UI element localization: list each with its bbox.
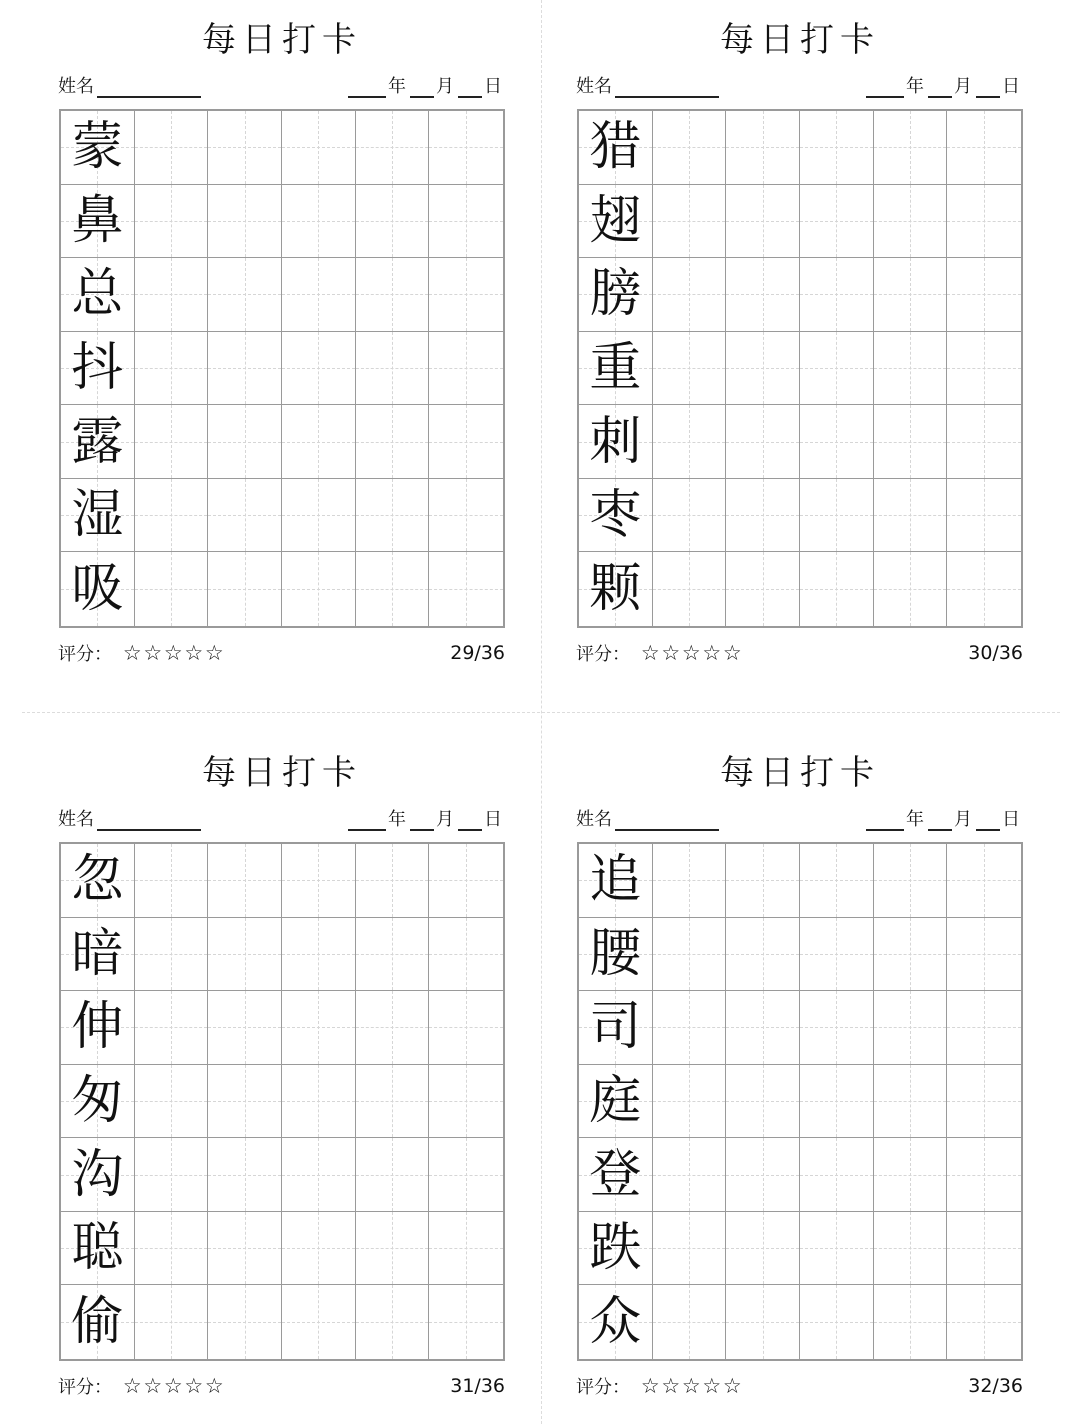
model-character: 膀 (589, 264, 642, 325)
practice-cell (135, 111, 209, 185)
name-row (576, 807, 719, 831)
practice-cell (726, 1138, 800, 1212)
practice-cell (356, 1138, 430, 1212)
practice-cell (947, 111, 1021, 185)
practice-cell (874, 1212, 948, 1286)
practice-cell (800, 552, 874, 626)
practice-cell (135, 1285, 209, 1359)
month-blank (410, 813, 434, 831)
star-icon: ☆ (640, 641, 660, 665)
practice-cell (947, 1065, 1021, 1139)
practice-cell (429, 918, 503, 992)
worksheet-bottom-left (0, 733, 540, 1413)
year-blank (866, 813, 904, 831)
practice-cell (429, 185, 503, 259)
model-character-cell (61, 918, 135, 992)
model-character-cell (579, 111, 653, 185)
practice-cell (947, 1138, 1021, 1212)
model-character-cell (61, 552, 135, 626)
model-character: 追 (589, 850, 642, 911)
practice-cell (429, 479, 503, 553)
model-character: 蒙 (71, 117, 124, 178)
page-number: 31/36 (450, 1375, 505, 1397)
page-number: 29/36 (450, 642, 505, 664)
name-blank (615, 80, 719, 98)
practice-cell (800, 1285, 874, 1359)
model-character: 众 (589, 1292, 642, 1353)
practice-cell (356, 479, 430, 553)
name-blank (97, 80, 201, 98)
model-character-cell (579, 1212, 653, 1286)
star-icon: ☆ (661, 641, 681, 665)
practice-cell (208, 918, 282, 992)
practice-cell (800, 844, 874, 918)
practice-cell (947, 552, 1021, 626)
practice-cell (653, 991, 727, 1065)
practice-cell (282, 1138, 356, 1212)
model-character: 沟 (71, 1144, 124, 1205)
practice-cell (874, 111, 948, 185)
star-icon: ☆ (640, 1374, 660, 1398)
practice-cell (208, 1285, 282, 1359)
model-character: 偷 (71, 1292, 124, 1353)
month-blank (410, 80, 434, 98)
practice-cell (356, 1065, 430, 1139)
model-character-cell (61, 111, 135, 185)
practice-cell (947, 991, 1021, 1065)
model-character-cell (579, 991, 653, 1065)
practice-grid (59, 109, 505, 628)
model-character-cell (579, 258, 653, 332)
practice-cell (356, 258, 430, 332)
practice-cell (135, 1065, 209, 1139)
practice-cell (726, 991, 800, 1065)
practice-cell (726, 918, 800, 992)
star-icon: ☆ (143, 641, 163, 665)
practice-cell (874, 332, 948, 406)
worksheet-top-right (518, 0, 1058, 680)
practice-cell (653, 1138, 727, 1212)
worksheet-title: 每日打卡 (720, 753, 880, 793)
practice-grid (577, 842, 1023, 1361)
score-row (576, 641, 743, 665)
star-rating (122, 641, 225, 665)
practice-cell (800, 1138, 874, 1212)
model-character: 跌 (589, 1218, 642, 1279)
day-blank (976, 813, 1000, 831)
model-character: 枣 (589, 485, 642, 546)
practice-cell (653, 1212, 727, 1286)
day-label: 日 (1002, 76, 1020, 97)
star-icon: ☆ (702, 641, 722, 665)
practice-cell (726, 844, 800, 918)
practice-cell (726, 258, 800, 332)
practice-cell (429, 332, 503, 406)
year-label: 年 (388, 809, 406, 830)
practice-cell (356, 1285, 430, 1359)
star-rating (122, 1374, 225, 1398)
practice-cell (356, 1212, 430, 1286)
score-label: 评分： (576, 644, 630, 665)
practice-cell (135, 844, 209, 918)
practice-cell (874, 1138, 948, 1212)
page-number: 30/36 (968, 642, 1023, 664)
model-character: 伸 (71, 997, 124, 1058)
practice-cell (874, 1065, 948, 1139)
practice-cell (653, 405, 727, 479)
star-icon: ☆ (681, 1374, 701, 1398)
practice-cell (726, 405, 800, 479)
practice-cell (429, 258, 503, 332)
model-character-cell (579, 479, 653, 553)
model-character: 鼻 (71, 190, 124, 251)
star-icon: ☆ (661, 1374, 681, 1398)
year-label: 年 (388, 76, 406, 97)
star-icon: ☆ (163, 641, 183, 665)
practice-cell (653, 258, 727, 332)
practice-cell (800, 1212, 874, 1286)
practice-cell (726, 479, 800, 553)
model-character: 匆 (71, 1070, 124, 1131)
model-character: 总 (71, 264, 124, 325)
practice-cell (208, 1138, 282, 1212)
worksheet-title: 每日打卡 (202, 20, 362, 60)
year-blank (348, 813, 386, 831)
month-label: 月 (436, 809, 454, 830)
worksheet-title: 每日打卡 (720, 20, 880, 60)
model-character: 重 (589, 337, 642, 398)
practice-cell (429, 1138, 503, 1212)
model-character: 猎 (589, 117, 642, 178)
practice-cell (726, 1212, 800, 1286)
practice-cell (429, 1285, 503, 1359)
star-icon: ☆ (702, 1374, 722, 1398)
model-character-cell (61, 1138, 135, 1212)
practice-cell (653, 1285, 727, 1359)
month-blank (928, 813, 952, 831)
model-character-cell (61, 479, 135, 553)
practice-cell (726, 185, 800, 259)
model-character-cell (61, 332, 135, 406)
month-label: 月 (954, 809, 972, 830)
practice-cell (282, 332, 356, 406)
practice-cell (208, 111, 282, 185)
star-icon: ☆ (122, 1374, 142, 1398)
practice-cell (282, 1065, 356, 1139)
score-label: 评分： (576, 1377, 630, 1398)
practice-cell (208, 844, 282, 918)
year-blank (866, 80, 904, 98)
practice-cell (208, 479, 282, 553)
practice-cell (429, 552, 503, 626)
practice-cell (874, 258, 948, 332)
model-character-cell (579, 552, 653, 626)
practice-cell (726, 1285, 800, 1359)
practice-cell (800, 918, 874, 992)
date-row (866, 807, 1020, 831)
model-character-cell (579, 405, 653, 479)
model-character: 吸 (71, 559, 124, 620)
day-blank (458, 813, 482, 831)
name-row (58, 807, 201, 831)
practice-cell (653, 332, 727, 406)
year-blank (348, 80, 386, 98)
score-row (58, 641, 225, 665)
date-row (348, 807, 502, 831)
model-character-cell (61, 1285, 135, 1359)
model-character: 庭 (589, 1070, 642, 1131)
star-rating (640, 641, 743, 665)
practice-cell (726, 332, 800, 406)
practice-cell (356, 405, 430, 479)
practice-grid (577, 109, 1023, 628)
practice-cell (282, 405, 356, 479)
model-character-cell (579, 1138, 653, 1212)
model-character-cell (61, 991, 135, 1065)
month-label: 月 (436, 76, 454, 97)
name-blank (615, 813, 719, 831)
score-label: 评分： (58, 644, 112, 665)
practice-cell (135, 552, 209, 626)
day-blank (976, 80, 1000, 98)
practice-cell (947, 185, 1021, 259)
practice-cell (135, 332, 209, 406)
practice-cell (800, 1065, 874, 1139)
star-icon: ☆ (681, 641, 701, 665)
worksheet-top-left (0, 0, 540, 680)
practice-cell (726, 552, 800, 626)
name-label: 姓名 (576, 809, 612, 830)
name-row (58, 74, 201, 98)
star-icon: ☆ (184, 1374, 204, 1398)
model-character-cell (61, 1212, 135, 1286)
year-label: 年 (906, 76, 924, 97)
model-character-cell (61, 844, 135, 918)
practice-cell (874, 991, 948, 1065)
practice-cell (874, 405, 948, 479)
practice-cell (947, 332, 1021, 406)
model-character: 颗 (589, 559, 642, 620)
model-character-cell (61, 185, 135, 259)
practice-cell (653, 111, 727, 185)
day-blank (458, 80, 482, 98)
practice-cell (208, 991, 282, 1065)
model-character: 腰 (589, 923, 642, 984)
practice-cell (208, 405, 282, 479)
practice-cell (653, 918, 727, 992)
practice-cell (947, 1212, 1021, 1286)
model-character: 忽 (71, 850, 124, 911)
practice-cell (135, 1138, 209, 1212)
model-character-cell (579, 332, 653, 406)
model-character-cell (579, 1285, 653, 1359)
model-character-cell (579, 185, 653, 259)
star-icon: ☆ (204, 641, 224, 665)
practice-cell (356, 918, 430, 992)
practice-cell (874, 1285, 948, 1359)
practice-cell (208, 1212, 282, 1286)
practice-cell (282, 991, 356, 1065)
practice-cell (282, 479, 356, 553)
practice-cell (429, 1065, 503, 1139)
model-character: 湿 (71, 485, 124, 546)
star-icon: ☆ (122, 641, 142, 665)
practice-cell (356, 844, 430, 918)
practice-cell (208, 552, 282, 626)
name-label: 姓名 (58, 76, 94, 97)
score-row (58, 1374, 225, 1398)
month-blank (928, 80, 952, 98)
star-rating (640, 1374, 743, 1398)
practice-cell (800, 258, 874, 332)
practice-cell (356, 552, 430, 626)
practice-cell (282, 258, 356, 332)
model-character: 刺 (589, 411, 642, 472)
model-character-cell (579, 844, 653, 918)
month-label: 月 (954, 76, 972, 97)
horizontal-cut-line (22, 712, 1060, 713)
model-character-cell (61, 1065, 135, 1139)
practice-cell (282, 111, 356, 185)
practice-cell (429, 1212, 503, 1286)
practice-cell (135, 1212, 209, 1286)
practice-cell (947, 405, 1021, 479)
name-row (576, 74, 719, 98)
model-character: 暗 (71, 923, 124, 984)
date-row (866, 74, 1020, 98)
model-character-cell (61, 258, 135, 332)
star-icon: ☆ (204, 1374, 224, 1398)
practice-cell (947, 479, 1021, 553)
practice-cell (874, 844, 948, 918)
date-row (348, 74, 502, 98)
practice-cell (282, 185, 356, 259)
practice-cell (800, 185, 874, 259)
model-character: 露 (71, 411, 124, 472)
practice-cell (800, 111, 874, 185)
score-row (576, 1374, 743, 1398)
practice-cell (429, 405, 503, 479)
practice-cell (874, 552, 948, 626)
practice-cell (135, 258, 209, 332)
model-character: 登 (589, 1144, 642, 1205)
practice-cell (429, 991, 503, 1065)
practice-cell (653, 185, 727, 259)
model-character-cell (579, 1065, 653, 1139)
practice-cell (208, 332, 282, 406)
model-character: 司 (589, 997, 642, 1058)
practice-cell (653, 844, 727, 918)
practice-cell (947, 258, 1021, 332)
practice-cell (874, 185, 948, 259)
score-label: 评分： (58, 1377, 112, 1398)
model-character-cell (61, 405, 135, 479)
name-label: 姓名 (576, 76, 612, 97)
practice-cell (653, 552, 727, 626)
day-label: 日 (484, 809, 502, 830)
name-blank (97, 813, 201, 831)
practice-cell (726, 111, 800, 185)
star-icon: ☆ (722, 1374, 742, 1398)
star-icon: ☆ (184, 641, 204, 665)
practice-cell (429, 111, 503, 185)
practice-cell (135, 991, 209, 1065)
worksheet-bottom-right (518, 733, 1058, 1413)
year-label: 年 (906, 809, 924, 830)
practice-cell (947, 918, 1021, 992)
practice-cell (653, 479, 727, 553)
practice-cell (356, 332, 430, 406)
practice-cell (135, 185, 209, 259)
model-character: 翅 (589, 190, 642, 251)
practice-cell (135, 918, 209, 992)
practice-cell (282, 844, 356, 918)
practice-cell (947, 844, 1021, 918)
practice-cell (726, 1065, 800, 1139)
worksheet-title: 每日打卡 (202, 753, 362, 793)
day-label: 日 (1002, 809, 1020, 830)
star-icon: ☆ (722, 641, 742, 665)
practice-cell (800, 332, 874, 406)
model-character: 抖 (71, 337, 124, 398)
practice-cell (208, 185, 282, 259)
star-icon: ☆ (163, 1374, 183, 1398)
star-icon: ☆ (143, 1374, 163, 1398)
practice-cell (208, 1065, 282, 1139)
practice-cell (947, 1285, 1021, 1359)
practice-cell (282, 1285, 356, 1359)
practice-grid (59, 842, 505, 1361)
practice-cell (356, 991, 430, 1065)
day-label: 日 (484, 76, 502, 97)
practice-cell (356, 185, 430, 259)
practice-cell (356, 111, 430, 185)
model-character-cell (579, 918, 653, 992)
practice-cell (282, 552, 356, 626)
practice-cell (800, 405, 874, 479)
practice-cell (208, 258, 282, 332)
page-number: 32/36 (968, 1375, 1023, 1397)
name-label: 姓名 (58, 809, 94, 830)
practice-cell (800, 991, 874, 1065)
practice-cell (874, 918, 948, 992)
practice-cell (874, 479, 948, 553)
practice-cell (800, 479, 874, 553)
practice-cell (653, 1065, 727, 1139)
practice-cell (135, 479, 209, 553)
practice-cell (282, 1212, 356, 1286)
practice-cell (135, 405, 209, 479)
practice-cell (282, 918, 356, 992)
practice-cell (429, 844, 503, 918)
model-character: 聪 (71, 1218, 124, 1279)
